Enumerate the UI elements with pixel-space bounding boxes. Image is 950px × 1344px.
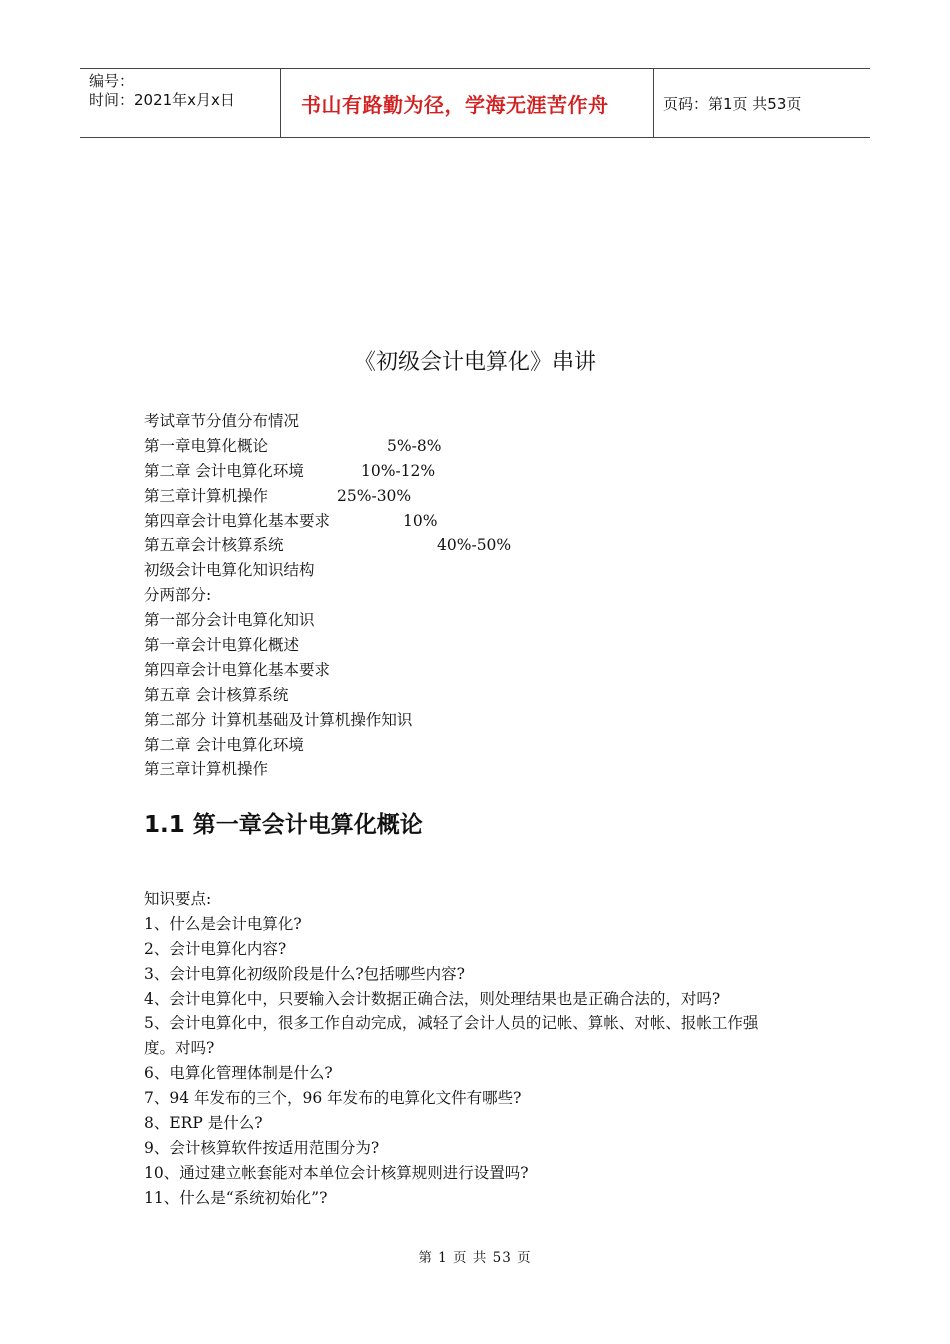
knowledge-point: 8、ERP 是什么? <box>144 1114 263 1133</box>
chapter-score: 5%-8% <box>387 436 442 455</box>
page-info: 页码：第1页 共53页 <box>663 94 802 113</box>
knowledge-point: 6、电算化管理体制是什么? <box>144 1064 333 1083</box>
header-meta-cell <box>80 69 281 137</box>
serial-label: 编号： <box>89 72 135 90</box>
structure-line: 第一部分会计电算化知识 <box>144 611 315 630</box>
chapter-name: 第三章计算机操作 <box>144 486 269 505</box>
knowledge-point: 7、94 年发布的三个，96 年发布的电算化文件有哪些? <box>144 1089 522 1108</box>
page-footer: 第 1 页 共 53 页 <box>418 1250 532 1266</box>
knowledge-point: 10、通过建立帐套能对本单位会计核算规则进行设置吗? <box>144 1163 529 1182</box>
structure-line: 第四章会计电算化基本要求 <box>144 660 331 679</box>
chapter-name: 第一章电算化概论 <box>144 436 269 455</box>
knowledge-point: 5、会计电算化中，很多工作自动完成，减轻了会计人员的记帐、算帐、对帐、报帐工作强 <box>144 1014 759 1033</box>
points-intro: 知识要点: <box>144 890 212 908</box>
page-header <box>80 68 870 138</box>
knowledge-point: 2、会计电算化内容? <box>144 939 287 958</box>
knowledge-point: 度。对吗? <box>144 1039 215 1058</box>
knowledge-point: 4、会计电算化中，只要输入会计数据正确合法，则处理结果也是正确合法的，对吗? <box>144 989 721 1008</box>
distribution-heading: 考试章节分值分布情况 <box>144 412 300 430</box>
chapter-score: 40%-50% <box>437 536 512 555</box>
knowledge-point: 3、会计电算化初级阶段是什么?包括哪些内容? <box>144 964 465 983</box>
knowledge-points <box>144 887 758 1211</box>
chapter-name: 第五章会计核算系统 <box>144 536 284 555</box>
distribution-row <box>144 459 436 484</box>
knowledge-point: 11、什么是“系统初始化”? <box>144 1188 328 1207</box>
chapter-score: 25%-30% <box>337 486 412 505</box>
knowledge-point: 9、会计核算软件按适用范围分为? <box>144 1138 380 1157</box>
chapter-score: 10%-12% <box>361 461 436 480</box>
structure-line: 第五章 会计核算系统 <box>144 685 289 704</box>
document-title: 《初级会计电算化》串讲 <box>353 350 596 375</box>
chapter-score: 10% <box>403 511 438 530</box>
distribution-row <box>144 434 442 459</box>
motto-text: 书山有路勤为径，学海无涯苦作舟 <box>301 92 609 117</box>
header-page-cell <box>654 69 870 137</box>
distribution-row <box>144 533 512 558</box>
time-label: 时间：2021年x月x日 <box>89 91 235 109</box>
distribution-row <box>144 509 438 534</box>
structure-line: 第一章会计电算化概述 <box>144 636 300 655</box>
structure-line: 初级会计电算化知识结构 <box>144 561 315 580</box>
structure-line: 第二部分 计算机基础及计算机操作知识 <box>144 710 413 729</box>
chapter-name: 第四章会计电算化基本要求 <box>144 511 331 530</box>
header-motto-cell <box>281 69 654 137</box>
section-heading: 1.1 第一章会计电算化概论 <box>144 812 423 838</box>
structure-line: 分两部分: <box>144 586 212 605</box>
knowledge-point: 1、什么是会计电算化? <box>144 914 302 933</box>
structure-line: 第三章计算机操作 <box>144 760 269 779</box>
structure-line: 第二章 会计电算化环境 <box>144 735 304 754</box>
distribution-row <box>144 484 412 509</box>
score-distribution <box>144 409 512 782</box>
chapter-name: 第二章 会计电算化环境 <box>144 461 304 480</box>
